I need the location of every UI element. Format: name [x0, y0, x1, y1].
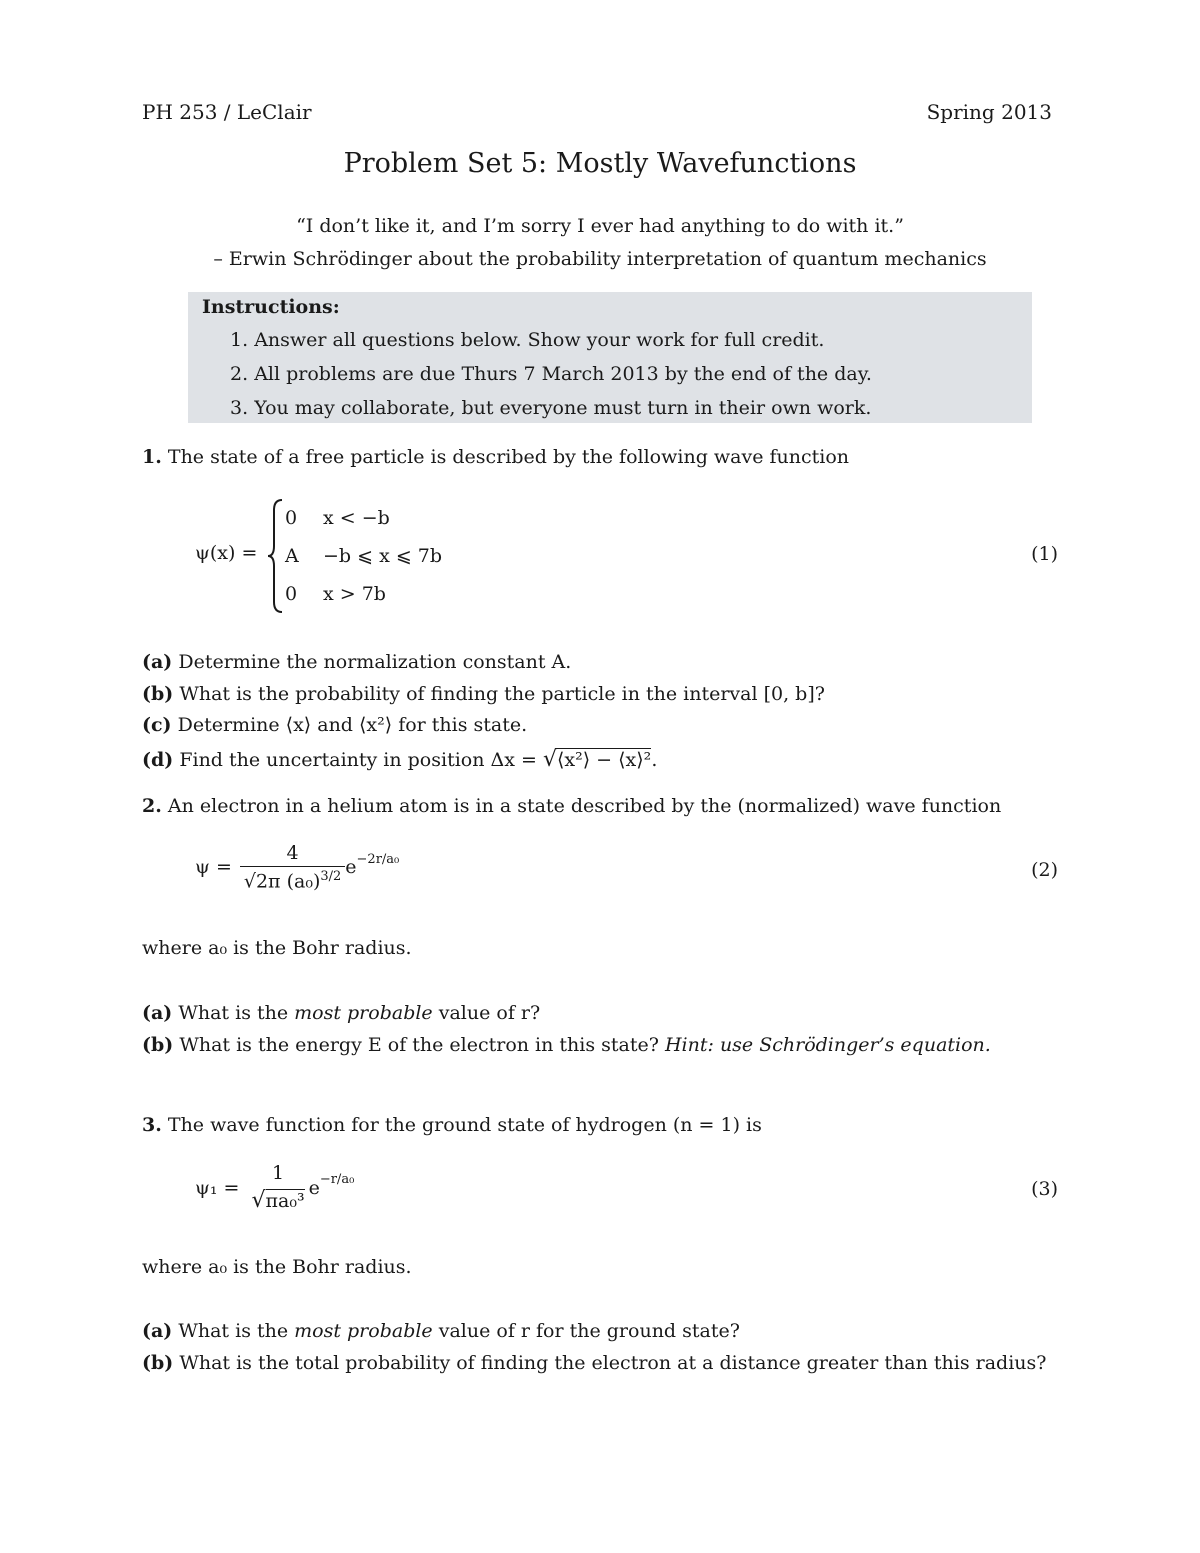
- problem-3-part-a: (a) What is the most probable value of r for the ground state?: [142, 1320, 740, 1342]
- course-label: PH 253 / LeClair: [142, 100, 312, 124]
- case-condition: −b ⩽ x ⩽ 7b: [323, 545, 443, 567]
- problem-1-part-d: (d) Find the uncertainty in position Δx = √⟨x²⟩ − ⟨x⟩².: [142, 747, 658, 772]
- problem-1-part-c: (c) Determine ⟨x⟩ and ⟨x²⟩ for this state.: [142, 714, 528, 736]
- equation-number: (2): [1031, 859, 1058, 881]
- problem-2-where: where a₀ is the Bohr radius.: [142, 937, 412, 959]
- equation-number: (3): [1031, 1178, 1058, 1200]
- equation-number: (1): [1031, 543, 1058, 565]
- problem-2-part-a: (a) What is the most probable value of r?: [142, 1002, 541, 1024]
- problem-1-part-a: (a) Determine the normalization constant A.: [142, 651, 572, 673]
- page-title: Problem Set 5: Mostly Wavefunctions: [343, 148, 857, 179]
- instruction-item: 3. You may collaborate, but everyone must turn in their own work.: [230, 397, 872, 419]
- problem-3-statement: 3. The wave function for the ground state of hydrogen (n = 1) is: [142, 1114, 762, 1136]
- instruction-item: 2. All problems are due Thurs 7 March 2013 by the end of the day.: [230, 363, 872, 385]
- case-value: 0: [285, 507, 298, 529]
- case-condition: x > 7b: [323, 583, 386, 605]
- quote-text: “I don’t like it, and I’m sorry I ever had anything to do with it.”: [296, 215, 904, 237]
- problem-2-equation: ψ = $\frac{4}{√2\pi (a_0)^{3/2}}$ e $^{-2r/a_0}$: [195, 842, 400, 893]
- problem-1-part-b: (b) What is the probability of finding the particle in the interval [0, b]?: [142, 683, 825, 705]
- case-value: A: [285, 545, 299, 567]
- instruction-item: 1. Answer all questions below. Show your work for full credit.: [230, 329, 825, 351]
- term-label: Spring 2013: [926, 100, 1052, 124]
- problem-3-where: where a₀ is the Bohr radius.: [142, 1256, 412, 1278]
- problem-2-part-b: (b) What is the energy E of the electron in this state? Hint: use Schrödinger’s equation.: [142, 1034, 991, 1056]
- problem-1-brace-icon: [266, 498, 286, 614]
- instructions-heading: Instructions:: [202, 296, 340, 318]
- quote-attribution: – Erwin Schrödinger about the probability interpretation of quantum mechanics: [213, 248, 987, 270]
- case-value: 0: [285, 583, 298, 605]
- case-condition: x < −b: [323, 507, 390, 529]
- problem-3-part-b: (b) What is the total probability of finding the electron at a distance greater than this radius?: [142, 1352, 1047, 1374]
- problem-1-statement: 1. The state of a free particle is described by the following wave function: [142, 446, 850, 468]
- problem-1-eq-lhs: ψ(x) =: [195, 542, 258, 564]
- problem-3-equation: ψ₁ = 1 √πa₀³ e $^{-r/a_0}$: [195, 1162, 355, 1213]
- problem-2-statement: 2. An electron in a helium atom is in a state described by the (normalized) wave function: [142, 795, 1002, 817]
